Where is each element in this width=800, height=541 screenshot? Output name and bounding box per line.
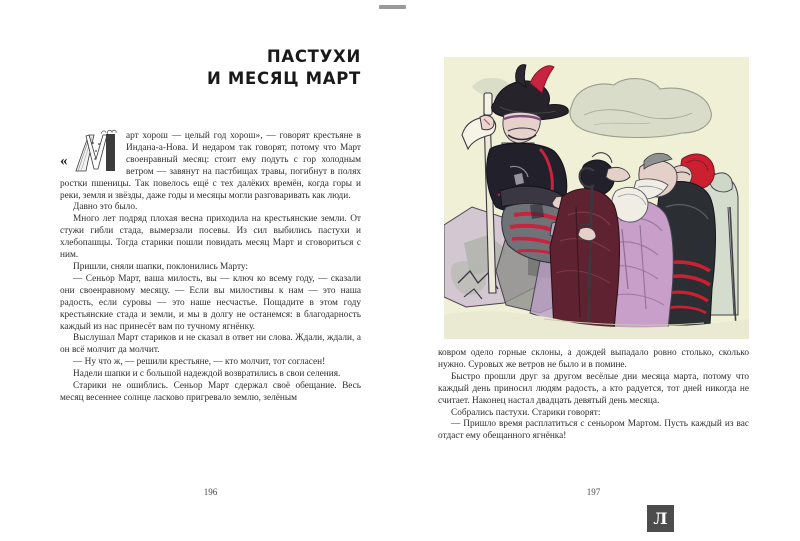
left-page-body xyxy=(60,131,361,405)
publisher-logo xyxy=(647,505,674,532)
paragraph: ковром одело горные склоны, а дождей выпадало ровно столько, сколько нужно. Суровых же ветров не было и в помине. xyxy=(438,348,749,370)
paragraph: Выслушал Март стариков и не сказал в ответ ни слова. Ждали, ждали, а он всё молчит да молчит. xyxy=(60,333,361,356)
paragraph: — Ну что ж, — решили крестьяне, — кто молчит, тот согласен! xyxy=(73,357,326,368)
paragraph: Быстро прошли друг за другом весёлые дни месяца марта, потому что каждый день приносил людям радость, а кто радуется, тот дней никогда не считает. Наконец настал двадцать девятый день месяца. xyxy=(438,371,749,406)
decorative-letter-m-icon xyxy=(72,129,122,173)
paragraph: Надели шапки и с большой надеждой возвратились в свои селения. xyxy=(73,369,341,380)
publisher-logo-letter: Л xyxy=(653,508,668,528)
illustration xyxy=(444,57,749,339)
page-number-left: 196 xyxy=(203,487,218,497)
page-number-right: 197 xyxy=(586,487,601,497)
paragraph: — Сеньор Март, ваша милость, вы — ключ ко всему году, — сказали они своенравному месяцу. — Если вы милостивы к нам — это наша радость, если суровы — это наше несчастье. Пощадите в этом году крестьянские стада и земли, и мы в долгу не останемся: в благодарность каждый из нас принесёт вам по тучному ягнёнку. xyxy=(60,273,361,332)
paragraph: Давно это было. xyxy=(73,202,138,213)
paragraph: Пришли, сняли шапки, поклонились Марту: xyxy=(73,261,249,272)
right-page xyxy=(400,0,800,541)
page-title-line-1: ПАСТУХИ xyxy=(266,47,361,66)
illustration-artwork xyxy=(444,57,749,339)
paragraph: Собрались пастухи. Старики говорят: xyxy=(451,407,601,418)
page-title xyxy=(60,46,361,90)
page-title-line-2: И МЕСЯЦ МАРТ xyxy=(206,68,361,88)
drop-cap xyxy=(60,131,122,173)
paragraph: Старики не ошиблись. Сеньор Март сдержал своё обещание. Весь месяц весеннее солнце ласково пригревало землю, зелёным xyxy=(60,381,361,403)
right-page-body xyxy=(438,348,749,443)
paragraph: — Пришло время расплатиться с сеньором Мартом. Пусть каждый из вас отдаст ему обещанного ягнёнка! xyxy=(438,419,749,442)
paragraph: Много лет подряд плохая весна приходила на крестьянские земли. От стужи гибли стада, вымерзали посевы. Из сил выбились пастухи и хлебопашцы. Тогда старики пошли повидать месяц Март и сговориться с ним. xyxy=(60,214,361,261)
paragraph: арт хорош — целый год хорош», — говорят крестьяне в Индана-а-Нова. И недаром так говорят, потому что Март своенравный месяц: стоит ему подуть с гор холодным ветром — завянут на пастбищах травы, погибнут в полях ростки пшеницы. Так повелось ещё с тех далёких времён, когда горы и реки, земля и звёзды, даже годы и месяцы могли разговаривать как люди. xyxy=(60,131,361,201)
opening-quote-mark: « xyxy=(60,153,67,169)
